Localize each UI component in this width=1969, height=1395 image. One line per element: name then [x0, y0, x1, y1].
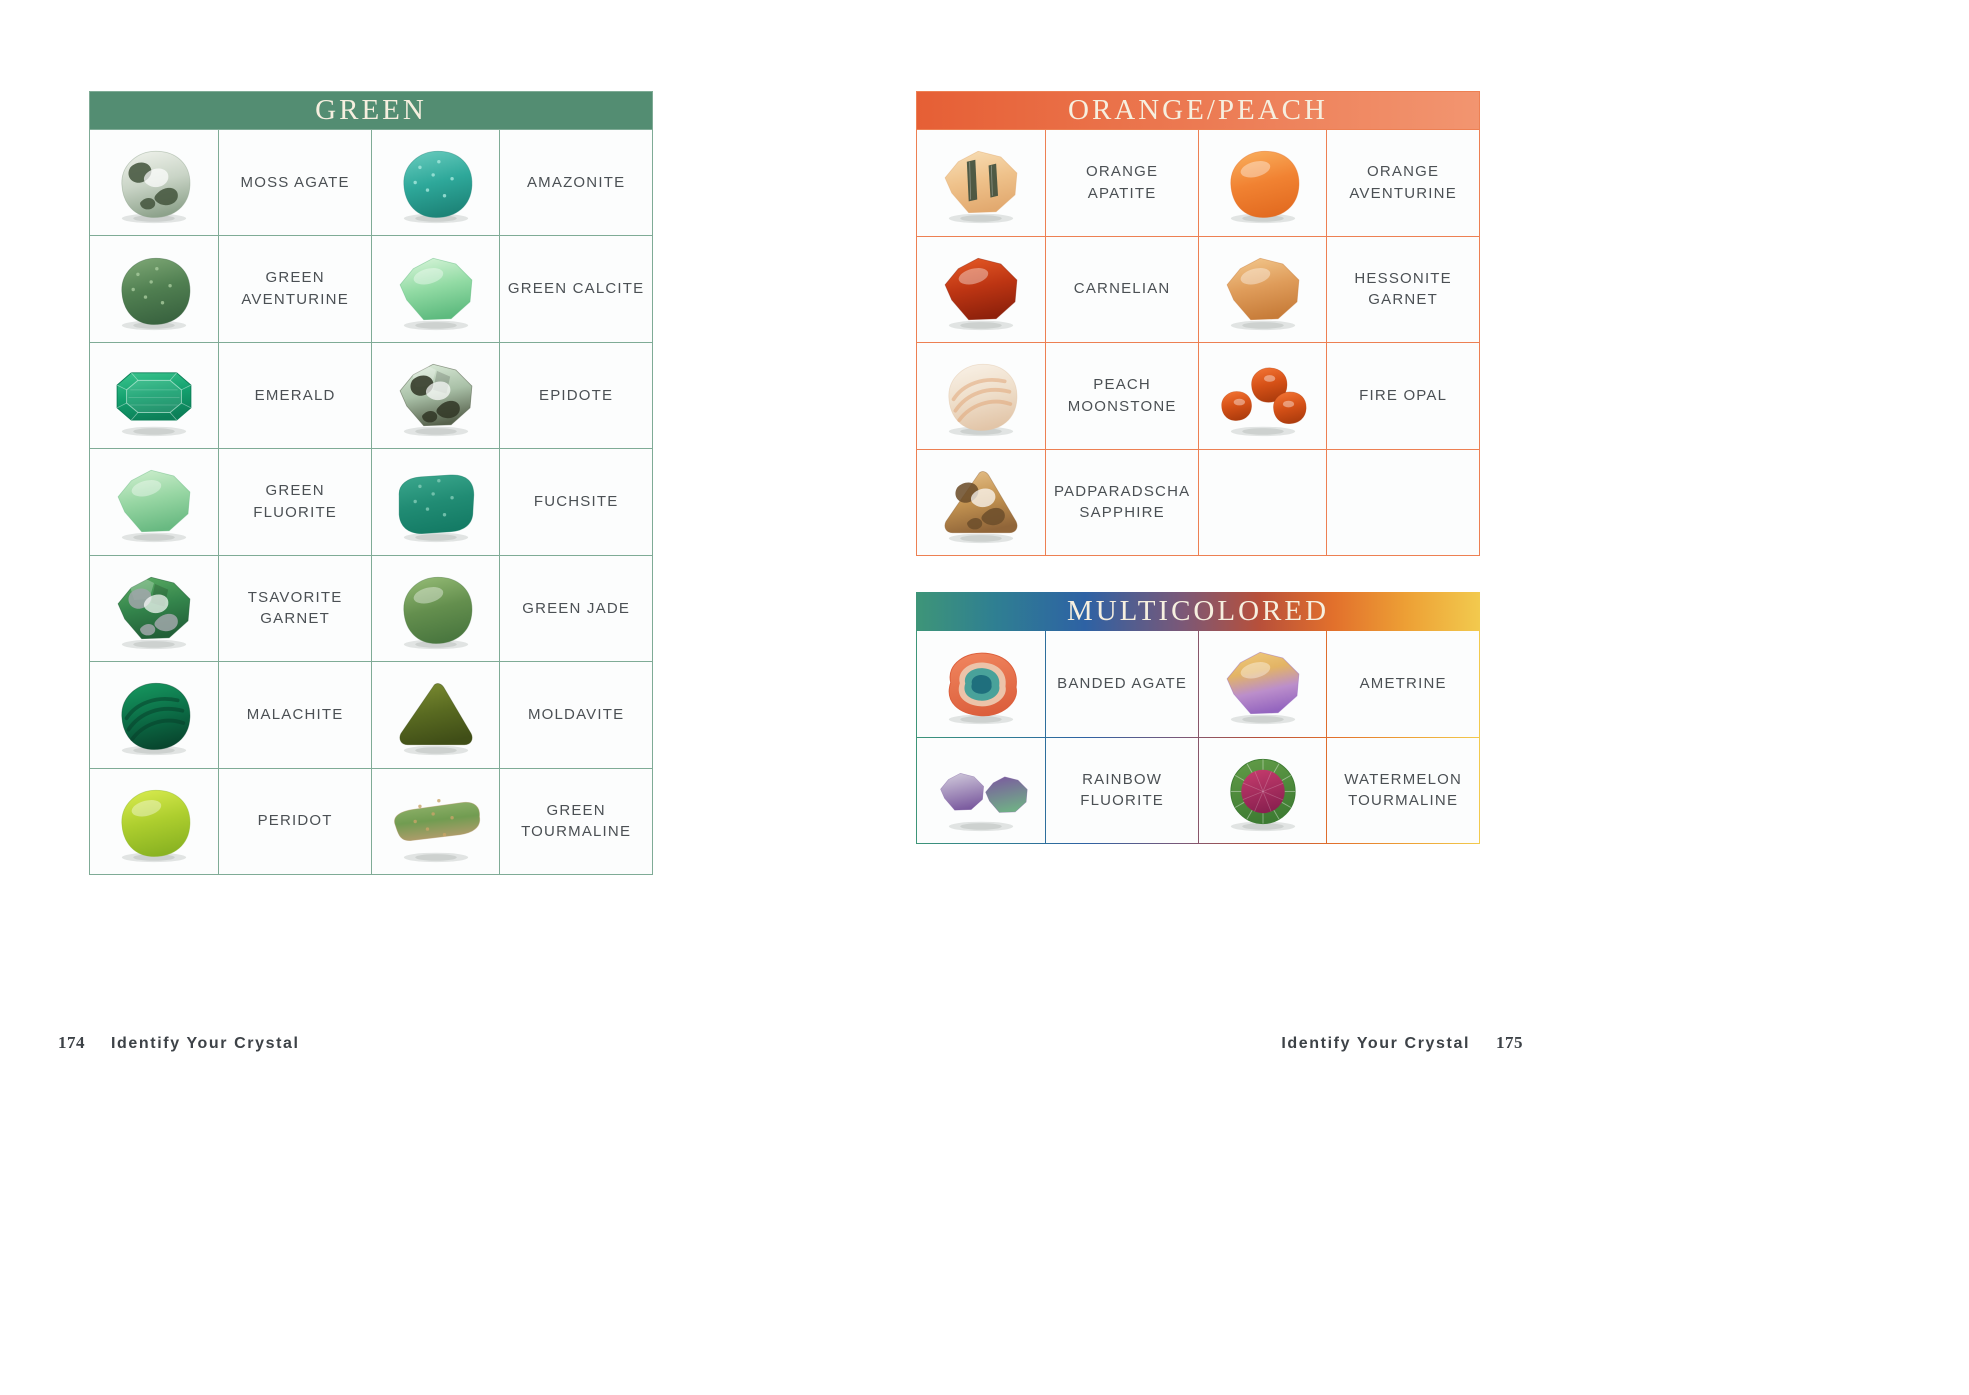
epidote-stone-image: [384, 352, 488, 439]
green-jade-stone-image: [384, 565, 488, 652]
green-fluorite-stone-image: [102, 458, 206, 545]
right-page-number: 175: [1496, 1033, 1523, 1052]
carnelian-image-cell: [917, 237, 1045, 343]
left-page-folio: [58, 1033, 300, 1053]
green-aventurine-name: GREEN AVENTURINE: [219, 236, 372, 341]
peach-moonstone-name: PEACH MOONSTONE: [1046, 343, 1199, 449]
orange-peach-table-header: ORANGE/PEACH: [917, 92, 1479, 129]
moss-agate-image-cell: [90, 130, 218, 235]
tsavorite-garnet-stone-image: [102, 565, 206, 652]
fire-opal-name: FIRE OPAL: [1327, 343, 1479, 449]
watermelon-tourmaline-name: WATERMELON TOURMALINE: [1327, 738, 1479, 844]
watermelon-tourmaline-stone-image: [1211, 747, 1315, 834]
fire-opal-image-cell: [1199, 343, 1326, 449]
green-tourmaline-image-cell: [372, 769, 499, 874]
hessonite-garnet-name: HESSONITE GARNET: [1327, 237, 1479, 343]
green-calcite-name: GREEN CALCITE: [500, 236, 652, 341]
left-running-title: Identify Your Crystal: [111, 1035, 300, 1052]
green-fluorite-image-cell: [90, 449, 218, 554]
watermelon-tourmaline-image-cell: [1199, 738, 1326, 844]
epidote-name: EPIDOTE: [500, 343, 652, 448]
moss-agate-stone-image: [102, 139, 206, 226]
hessonite-garnet-image-cell: [1199, 237, 1326, 343]
rainbow-fluorite-stone-image: [929, 747, 1033, 834]
malachite-name: MALACHITE: [219, 662, 372, 767]
green-table-grid: [90, 130, 652, 874]
green-tourmaline-name: GREEN TOURMALINE: [500, 769, 652, 874]
fuchsite-stone-image: [384, 458, 488, 545]
green-aventurine-image-cell: [90, 236, 218, 341]
ametrine-stone-image: [1211, 640, 1315, 727]
orange-peach-color-table: [916, 91, 1480, 556]
carnelian-name: CARNELIAN: [1046, 237, 1199, 343]
green-table-header: GREEN: [90, 92, 652, 129]
multicolored-color-table: [916, 592, 1480, 844]
amazonite-stone-image: [384, 139, 488, 226]
green-calcite-image-cell: [372, 236, 499, 341]
empty-image-cell: [1199, 450, 1326, 556]
malachite-stone-image: [102, 671, 206, 758]
right-running-title: Identify Your Crystal: [1281, 1035, 1470, 1052]
multicolored-table-header: MULTICOLORED: [1066, 595, 1330, 627]
green-color-table: [89, 91, 653, 875]
orange-apatite-stone-image: [929, 139, 1033, 226]
banded-agate-name: BANDED AGATE: [1046, 631, 1199, 737]
green-jade-image-cell: [372, 556, 499, 661]
emerald-image-cell: [90, 343, 218, 448]
banded-agate-image-cell: [917, 631, 1045, 737]
rainbow-fluorite-name: RAINBOW FLUORITE: [1046, 738, 1199, 844]
moldavite-image-cell: [372, 662, 499, 767]
green-aventurine-stone-image: [102, 246, 206, 333]
emerald-name: EMERALD: [219, 343, 372, 448]
hessonite-garnet-stone-image: [1211, 246, 1315, 333]
green-calcite-stone-image: [384, 246, 488, 333]
orange-peach-table-grid: [917, 130, 1479, 555]
peach-moonstone-stone-image: [929, 352, 1033, 439]
fuchsite-name: FUCHSITE: [500, 449, 652, 554]
orange-aventurine-name: ORANGE AVENTURINE: [1327, 130, 1479, 236]
padparadscha-sapphire-stone-image: [929, 459, 1033, 546]
amazonite-name: AMAZONITE: [500, 130, 652, 235]
empty-name-cell: [1327, 450, 1479, 556]
amazonite-image-cell: [372, 130, 499, 235]
epidote-image-cell: [372, 343, 499, 448]
ametrine-image-cell: [1199, 631, 1326, 737]
malachite-image-cell: [90, 662, 218, 767]
multicolored-table-grid: [917, 631, 1479, 843]
ametrine-name: AMETRINE: [1327, 631, 1479, 737]
moldavite-name: MOLDAVITE: [500, 662, 652, 767]
padparadscha-sapphire-image-cell: [917, 450, 1045, 556]
tsavorite-garnet-name: TSAVORITE GARNET: [219, 556, 372, 661]
peridot-image-cell: [90, 769, 218, 874]
left-page-number: 174: [58, 1033, 85, 1052]
tsavorite-garnet-image-cell: [90, 556, 218, 661]
rainbow-fluorite-image-cell: [917, 738, 1045, 844]
fire-opal-stone-image: [1211, 352, 1315, 439]
orange-apatite-image-cell: [917, 130, 1045, 236]
moss-agate-name: MOSS AGATE: [219, 130, 372, 235]
peridot-name: PERIDOT: [219, 769, 372, 874]
emerald-stone-image: [102, 352, 206, 439]
green-fluorite-name: GREEN FLUORITE: [219, 449, 372, 554]
green-tourmaline-stone-image: [384, 778, 488, 865]
fuchsite-image-cell: [372, 449, 499, 554]
right-page-folio: [1281, 1033, 1523, 1053]
padparadscha-sapphire-name: PADPARADSCHA SAPPHIRE: [1046, 450, 1199, 556]
orange-aventurine-stone-image: [1211, 139, 1315, 226]
moldavite-stone-image: [384, 671, 488, 758]
carnelian-stone-image: [929, 246, 1033, 333]
green-jade-name: GREEN JADE: [500, 556, 652, 661]
banded-agate-stone-image: [929, 640, 1033, 727]
peach-moonstone-image-cell: [917, 343, 1045, 449]
orange-apatite-name: ORANGE APATITE: [1046, 130, 1199, 236]
orange-aventurine-image-cell: [1199, 130, 1326, 236]
peridot-stone-image: [102, 778, 206, 865]
